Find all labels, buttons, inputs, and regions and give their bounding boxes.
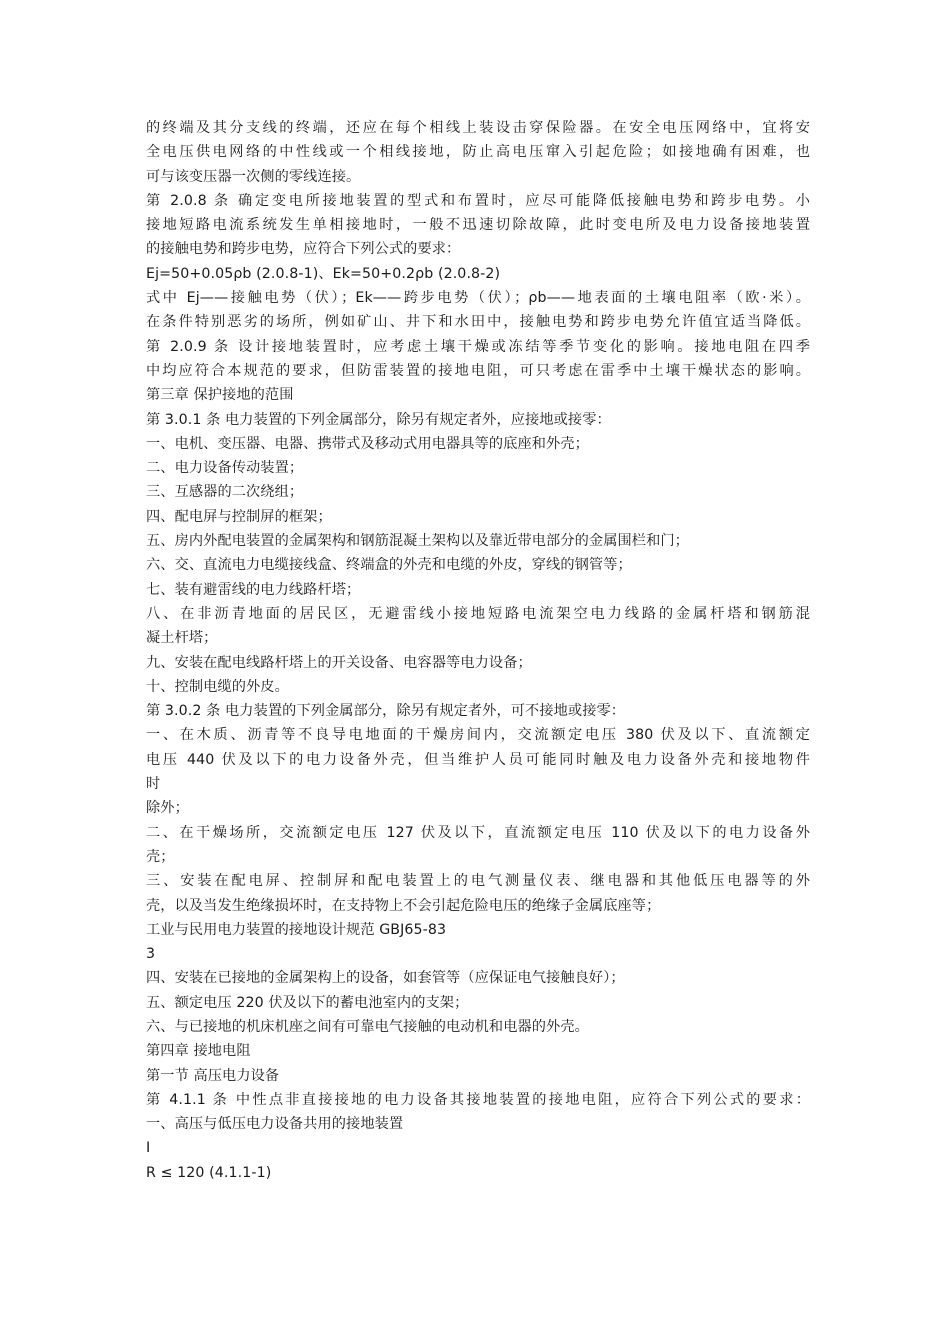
text-line: 二、电力设备传动装置； (146, 460, 304, 477)
text-line: 除外； (146, 800, 189, 817)
text-line: 六、与已接地的机床机座之间有可靠电气接触的电动机和电器的外壳。 (146, 1018, 589, 1035)
text-line: 的终端及其分支线的终端，还应在每个相线上装设击穿保险器。在安全电压网络中，宜将安 (146, 120, 810, 136)
text-line: 电压 440 伏及以下的电力设备外壳，但当维护人员可能同时触及电力设备外壳和接地物件 (146, 751, 810, 768)
text-line: 五、额定电压 220 伏及以下的蓄电池室内的支架； (146, 994, 469, 1011)
text-line: 二、在干燥场所，交流额定电压 127 伏及以下，直流额定电压 110 伏及以下的电力设备外 (146, 824, 810, 841)
text-line: 三、安装在配电屏、控制屏和配电装置上的电气测量仪表、继电器和其他低压电器等的外 (146, 873, 810, 890)
text-line: 一、在木质、沥青等不良导电地面的干燥房间内，交流额定电压 380 伏及以下、直流额定 (146, 727, 810, 744)
text-line: 第三章 保护接地的范围 (146, 387, 294, 404)
text-line: 第 2.0.8 条 确定变电所接地装置的型式和布置时，应尽可能降低接触电势和跨步电势。小 (146, 192, 810, 209)
document-body (146, 116, 810, 1185)
text-line: 第一节 高压电力设备 (146, 1067, 280, 1084)
text-line: 第 3.0.2 条 电力装置的下列金属部分，除另有规定者外，可不接地或接零： (146, 703, 626, 720)
text-line: 四、安装在已接地的金属架构上的设备，如套管等（应保证电气接触良好）； (146, 970, 625, 987)
text-line: 的接触电势和跨步电势，应符合下列公式的要求： (146, 241, 461, 258)
text-line: 时 (146, 776, 161, 793)
text-line: 第四章 接地电阻 (146, 1043, 251, 1060)
text-line: 八、在非沥青地面的居民区，无避雷线小接地短路电流架空电力线路的金属杆塔和钢筋混 (146, 605, 810, 622)
text-line: 式中 Ej——接触电势（伏）；Ek——跨步电势（伏）；ρb——地表面的土壤电阻率（欧·米）。 (146, 290, 810, 307)
text-line: 六、交、直流电力电缆接线盒、终端盒的外壳和电缆的外皮，穿线的钢管等； (146, 557, 632, 574)
text-line: 凝土杆塔； (146, 630, 218, 647)
text-line: 全电压供电网络的中性线或一个相线接地，防止高电压窜入引起危险；如接地确有困难，也 (146, 144, 810, 161)
text-line: 在条件特别恶劣的场所，例如矿山、井下和水田中，接触电势和跨步电势允许值宜适当降低。 (146, 314, 810, 331)
text-line: 第 4.1.1 条 中性点非直接接地的电力设备其接地装置的接地电阻，应符合下列公式的要求： (146, 1091, 810, 1108)
text-line: 中均应符合本规范的要求，但防雷装置的接地电阻，可只考虑在雷季中土壤干燥状态的影响。 (146, 362, 810, 379)
text-line: 四、配电屏与控制屏的框架； (146, 508, 332, 525)
text-line: Ej=50+0.05ρb (2.0.8-1)、Ek=50+0.2ρb (2.0.8-2) (146, 265, 501, 282)
text-line: 壳； (146, 848, 175, 865)
text-line: 第 2.0.9 条 设计接地装置时，应考虑土壤干燥或冻结等季节变化的影响。接地电阻在四季 (146, 338, 810, 355)
text-line: 3 (146, 946, 156, 963)
text-line: 工业与民用电力装置的接地设计规范 GBJ65-83 (146, 921, 447, 938)
text-line: 七、装有避雷线的电力线路杆塔； (146, 581, 361, 598)
text-line: 接地短路电流系统发生单相接地时，一般不迅速切除故障，此时变电所及电力设备接地装置 (146, 217, 810, 234)
text-line: 五、房内外配电装置的金属架构和钢筋混凝土架构以及靠近带电部分的金属围栏和门； (146, 533, 689, 550)
text-line: 九、安装在配电线路杆塔上的开关设备、电容器等电力设备； (146, 654, 532, 671)
text-line: 壳，以及当发生绝缘损坏时，在支持物上不会引起危险电压的绝缘子金属底座等； (146, 897, 661, 914)
text-line: I (146, 1140, 151, 1157)
text-line: R ≤ 120 (4.1.1-1) (146, 1164, 272, 1181)
text-line: 三、互感器的二次绕组； (146, 484, 304, 501)
text-line: 一、电机、变压器、电器、携带式及移动式用电器具等的底座和外壳； (146, 435, 589, 452)
text-line: 第 3.0.1 条 电力装置的下列金属部分，除另有规定者外，应接地或接零： (146, 411, 611, 428)
text-line: 一、高压与低压电力设备共用的接地装置 (146, 1116, 404, 1133)
text-line: 十、控制电缆的外皮。 (146, 678, 289, 695)
text-line: 可与该变压器一次侧的零线连接。 (146, 168, 361, 185)
